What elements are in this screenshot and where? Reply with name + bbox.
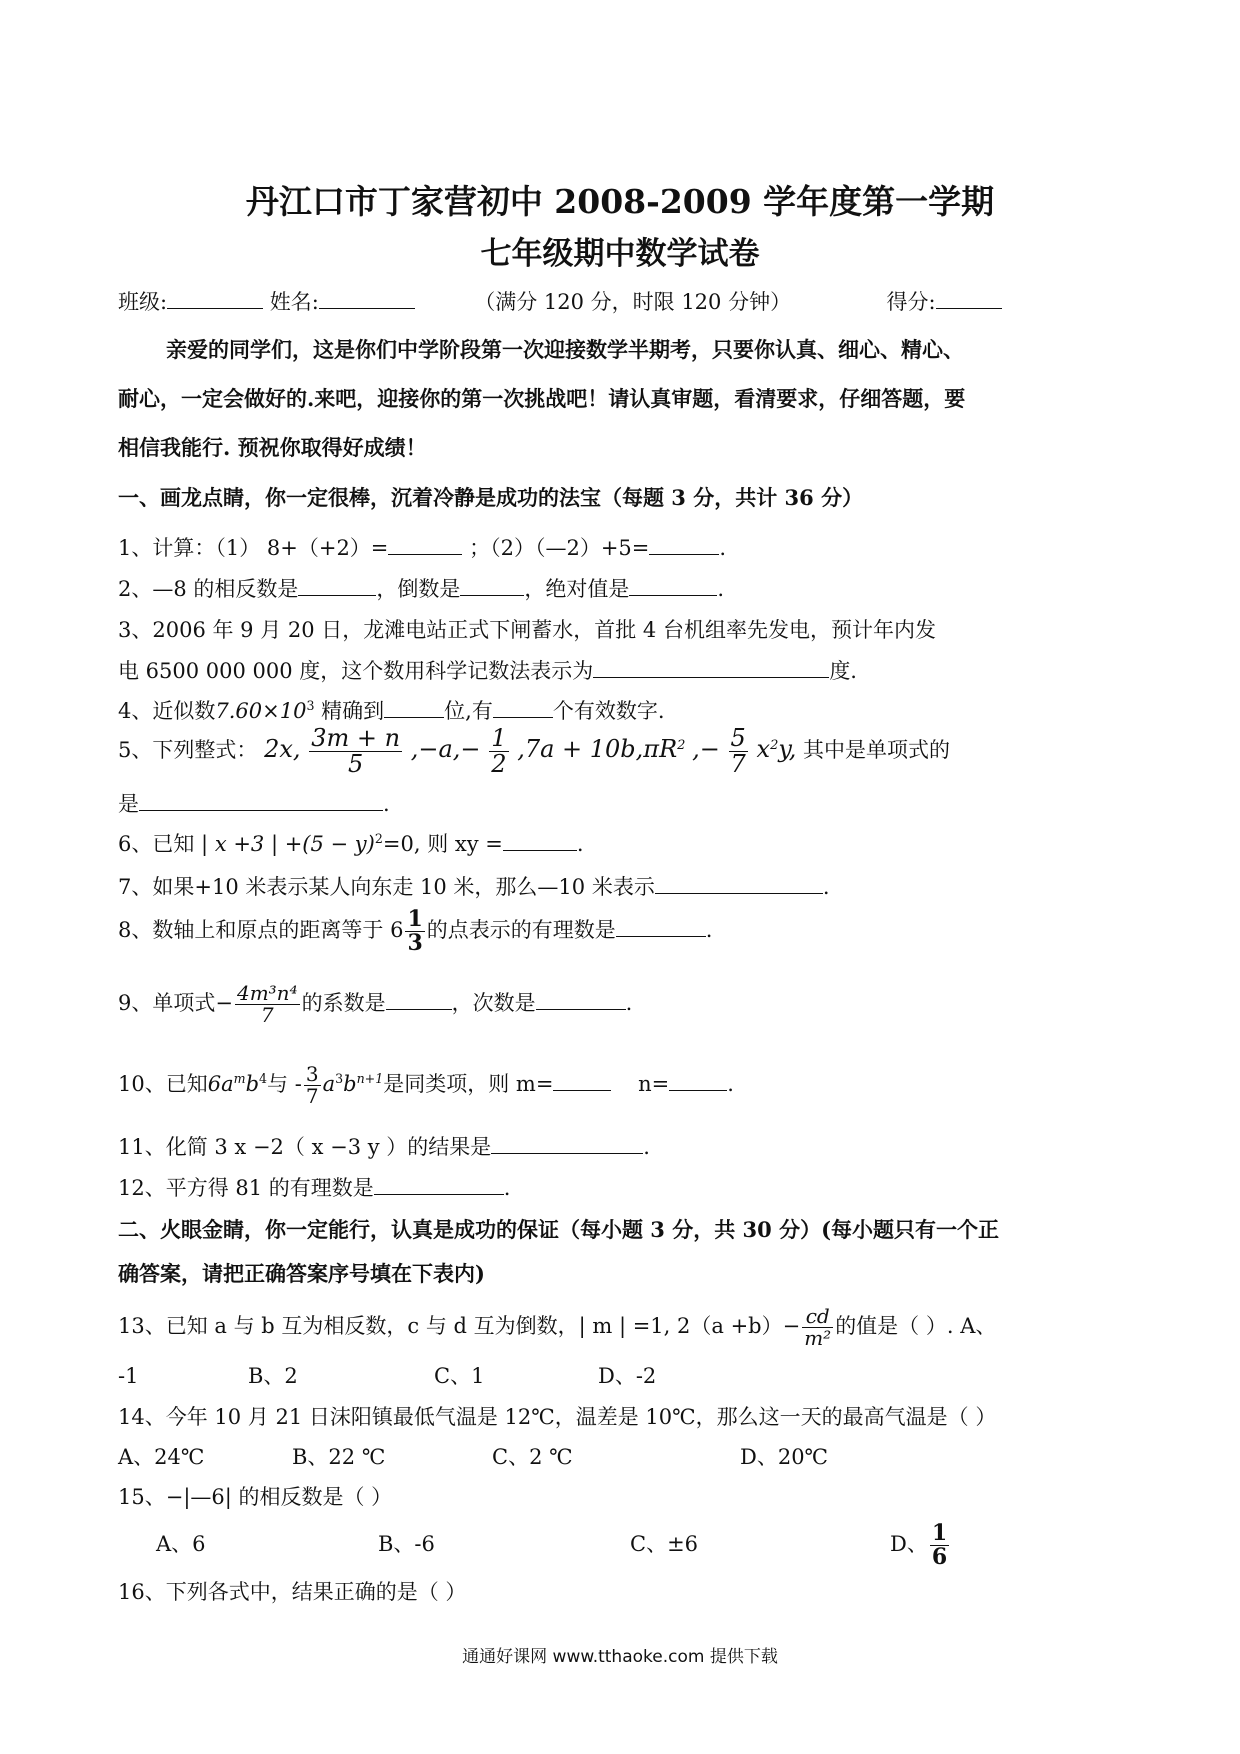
answer-blank	[629, 573, 717, 596]
name-label: 姓名:	[269, 290, 319, 315]
class-label: 班级:	[118, 290, 168, 315]
header-info-row	[118, 286, 1002, 316]
answer-blank	[655, 871, 823, 894]
option-b: B、-6	[378, 1532, 435, 1557]
question-2: 2、—8 的相反数是 ，倒数是 ，绝对值是 .	[118, 573, 724, 603]
section1-title: 一、画龙点睛，你一定很棒，沉着冷静是成功的法宝（每题 3 分，共计 36 分）	[118, 485, 864, 510]
intro-line3: 相信我能行. 预祝你取得好成绩！	[118, 435, 427, 460]
fraction: $\frac{\text{4m³n⁴}}{7}$	[236, 981, 298, 1027]
question-5: 5、下列整式： 2x, $\frac{3m + n}{5}$ ,−a,− $\frac{1}{2}$ $,7a + 10b,\pi R^2$ ,− $\frac{5}{7}$ $x^2y$, 其中是单项式的	[118, 724, 951, 779]
answer-blank	[374, 1172, 504, 1195]
question-3-line2: 电 6500 000 000 度，这个数用科学记数法表示为 度.	[118, 655, 857, 685]
option-b: B、22 ℃	[292, 1445, 386, 1469]
intro-line2: 耐心，一定会做好的.来吧，迎接你的第一次挑战吧！请认真审题，看清要求，仔细答题，要	[118, 386, 966, 411]
question-7: 7、如果+10 米表示某人向东走 10 米，那么—10 米表示 .	[118, 871, 830, 901]
question-6: 6、已知 | x +3 | $+(5 - y)^2=0$, 则 xy = .	[118, 828, 584, 858]
answer-blank	[649, 532, 719, 555]
question-14-options	[118, 1441, 828, 1471]
answer-blank	[298, 573, 376, 596]
question-3-line1: 3、2006 年 9 月 20 日，龙滩电站正式下闸蓄水，首批 4 台机组率先发电，预计年内发	[118, 618, 936, 642]
section2-title-line2: 确答案，请把正确答案序号填在下表内)	[118, 1261, 485, 1286]
fraction: $\frac{5}{7}$	[730, 724, 746, 779]
question-10: 10、已知$6a^mb^4$与 - $\frac{3}{7}$ $a^3b^{n+1}$是同类项，则 m= n= .	[118, 1062, 734, 1108]
answer-blank	[139, 788, 383, 811]
question-1: 1、计算：（1） 8+（+2）= ；（2）（—2）+5= .	[118, 532, 726, 562]
option-d: D、20℃	[740, 1445, 829, 1469]
question-9: 9、单项式− $\frac{\text{4m³n⁴}}{7}$ 的系数是 ，次数是 .	[118, 981, 633, 1027]
option-a: A、6	[156, 1532, 206, 1557]
option-a: A、24℃	[118, 1445, 205, 1469]
question-13: 13、已知 a 与 b 互为相反数，c 与 d 互为倒数，| m | =1, 2（a +b）− $\frac{cd}{\text{m²}}$ 的值是（ ）. A、	[118, 1304, 997, 1350]
class-blank	[167, 286, 263, 309]
fraction: $\frac{cd}{\text{m²}}$	[804, 1304, 832, 1350]
option-d: D、	[890, 1532, 928, 1557]
score-blank	[936, 286, 1002, 309]
answer-blank	[616, 914, 706, 937]
question-16: 16、下列各式中，结果正确的是（ ）	[118, 1580, 467, 1604]
answer-blank	[384, 695, 444, 718]
answer-blank	[491, 1131, 643, 1154]
option-c: C、2 ℃	[492, 1445, 573, 1469]
score-info: （满分 120 分，时限 120 分钟）	[474, 290, 792, 315]
answer-blank	[460, 573, 524, 596]
option-c: C、±6	[630, 1532, 699, 1557]
question-14: 14、今年 10 月 21 日沫阳镇最低气温是 12℃，温差是 10℃，那么这一天的最高气温是（ ）	[118, 1405, 997, 1429]
question-5-line2: 是 .	[118, 788, 390, 818]
question-4: 4、近似数$7.60\times 10^3$ 精确到 位,有 个有效数字.	[118, 695, 665, 725]
fraction: $\frac{1}{3}$	[407, 906, 423, 957]
option-a: -1	[118, 1364, 139, 1388]
question-8: 8、数轴上和原点的距离等于 6 $\frac{1}{3}$ 的点表示的有理数是 .	[118, 906, 713, 957]
intro-line1: 亲爱的同学们，这是你们中学阶段第一次迎接数学半期考，只要你认真、细心、精心、	[166, 337, 964, 362]
answer-blank	[503, 828, 577, 851]
question-11: 11、化简 3 x −2（ x −3 y ）的结果是 .	[118, 1131, 650, 1161]
fraction: $\frac{3m + n}{5}$	[311, 724, 401, 779]
fraction: $\frac{1}{6}$	[931, 1520, 948, 1571]
exam-title-line1: 丹江口市丁家营初中 2008-2009 学年度第一学期	[245, 182, 995, 221]
answer-blank	[669, 1068, 727, 1091]
option-b: B、2	[248, 1364, 298, 1388]
answer-blank	[493, 695, 553, 718]
exam-title-line2: 七年级期中数学试卷	[480, 236, 760, 272]
answer-blank	[593, 655, 829, 678]
fraction: $\frac{1}{2}$	[491, 724, 507, 779]
footer-source: 通通好课网 www.tthaoke.com 提供下载	[462, 1647, 778, 1667]
question-12: 12、平方得 81 的有理数是 .	[118, 1172, 510, 1202]
fraction: $\frac{3}{7}$	[305, 1062, 319, 1108]
section2-title-line1: 二、火眼金睛，你一定能行，认真是成功的保证（每小题 3 分，共 30 分）(每小题只有一个正	[118, 1217, 1000, 1242]
question-15: 15、−|—6| 的相反数是（ ）	[118, 1485, 393, 1509]
answer-blank	[386, 987, 452, 1010]
answer-blank	[388, 532, 462, 555]
score-label: 得分:	[886, 290, 936, 315]
question-15-options	[156, 1522, 951, 1569]
option-c: C、1	[434, 1364, 485, 1388]
option-d: D、-2	[598, 1364, 657, 1388]
name-blank	[319, 286, 415, 309]
answer-blank	[553, 1068, 611, 1091]
answer-blank	[536, 987, 626, 1010]
question-13-options	[118, 1360, 656, 1390]
